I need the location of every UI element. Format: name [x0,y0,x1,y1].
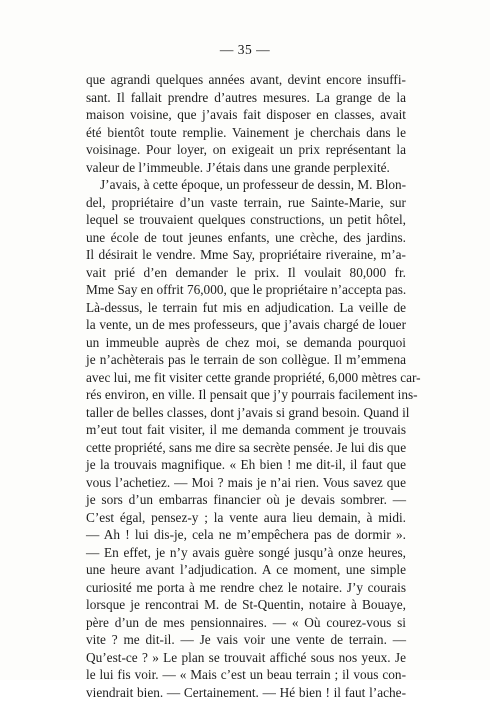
text-line: lequel se trouvaient quelques constructions, un petit hôtel, [86,211,406,229]
text-line: — En effet, je n’y avais guère songé jusqu’à onze heures, [86,544,406,562]
text-line: viendrait bien. — Certainement. — Hé bien ! il faut l’ache- [86,684,406,701]
text-line: cette propriété, sans me dire sa secrète pensée. Je lui dis que [86,439,406,457]
text-line: vite ? me dit-il. — Je vais voir une vente de terrain. — [86,631,406,649]
text-line: vait prié d’en demander le prix. Il voulait 80,000 fr. [86,264,406,282]
text-line: avec lui, me fit visiter cette grande propriété, 6,000 mètres car- [86,369,406,387]
text-line: vous l’achetiez. — Moi ? mais je n’ai rien. Vous savez que [86,474,406,492]
text-line: je n’achèterais pas le terrain de son collègue. Il m’emmena [86,351,406,369]
text-line: Qu’est-ce ? » Le plan se trouvait affiché sous nos yeux. Je [86,649,406,667]
text-line: été bientôt toute remplie. Vainement je cherchais dans le [86,124,406,142]
text-line: Il désirait le vendre. Mme Say, propriétaire riveraine, m’a- [86,246,406,264]
text-line: voisinage. Pour loyer, on exigeait un prix représentant la [86,141,406,159]
text-line: Mme Say en offrit 76,000, que le propriétaire n’accepta pas. [86,281,406,299]
text-line: J’avais, à cette époque, un professeur de dessin, M. Blon- [86,176,406,194]
text-line: la vente, un de mes professeurs, que j’avais chargé de louer [86,316,406,334]
text-line: del, propriétaire d’un vaste terrain, rue Sainte-Marie, sur [86,194,406,212]
text-line: que agrandi quelques années avant, devint encore insuffi- [86,71,406,89]
text-line: C’est égal, pensez-y ; la vente aura lieu demain, à midi. [86,509,406,527]
text-line: le lui fis voir. — « Mais c’est un beau terrain ; il vous con- [86,666,406,684]
text-line: une école de tout jeunes enfants, une crèche, des jardins. [86,229,406,247]
text-line: taller de belles classes, dont j’avais si grand besoin. Quand il [86,404,406,422]
text-line: curiosité me porta à me rendre chez le notaire. J’y courais [86,579,406,597]
text-line: valeur de l’immeuble. J’étais dans une grande perplexité. [86,159,406,177]
text-line: Là-dessus, le terrain fut mis en adjudication. La veille de [86,299,406,317]
text-line: lorsque je rencontrai M. de St-Quentin, notaire à Bouaye, [86,596,406,614]
text-line: je la trouvais magnifique. « Eh bien ! me dit-il, il faut que [86,456,406,474]
text-line: père d’un de mes pensionnaires. — « Où courez-vous si [86,614,406,632]
text-line: un immeuble auprès de chez moi, se demanda pourquoi [86,334,406,352]
body-text [86,71,406,701]
text-line: m’eut tout fait visiter, il me demanda comment je trouvais [86,421,406,439]
text-line: une heure avant l’adjudication. A ce moment, une simple [86,561,406,579]
text-line: je sors d’un embarras financier où je devais sombrer. — [86,491,406,509]
text-line: rés environ, en ville. Il pensait que j’y pourrais facilement ins- [86,386,406,404]
text-line: sant. Il fallait prendre d’autres mesures. La grange de la [86,89,406,107]
page-number: — 35 — [0,42,490,58]
text-line: maison voisine, que j’avais fait disposer en classes, avait [86,106,406,124]
text-line: — Ah ! lui dis-je, cela ne m’empêchera pas de dormir ». [86,526,406,544]
